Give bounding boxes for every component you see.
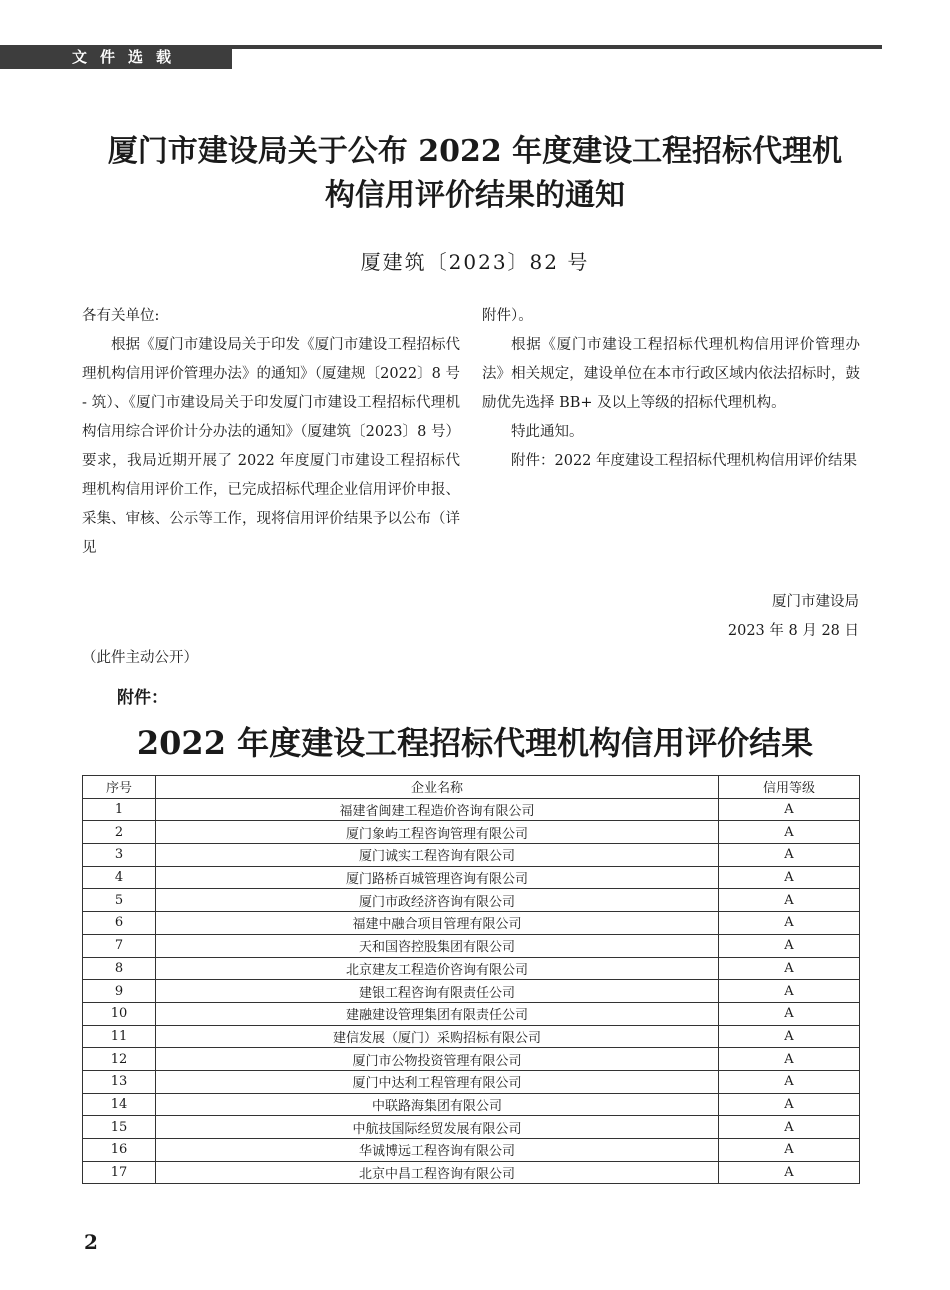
table-row	[83, 844, 860, 867]
header-grade: 信用等级	[719, 776, 860, 799]
page-number: 2	[84, 1230, 98, 1254]
section-header-bar	[0, 45, 232, 69]
index-cell: 11	[83, 1025, 156, 1048]
salutation: 各有关单位:	[82, 308, 160, 324]
index-cell: 13	[83, 1070, 156, 1093]
table-row	[83, 1161, 860, 1184]
index-cell: 2	[83, 821, 156, 844]
document-number: 厦建筑〔2023〕82 号	[360, 250, 590, 274]
body-paragraph-3: 特此通知。	[511, 424, 584, 440]
table-row	[83, 1070, 860, 1093]
grade-cell: A	[719, 1161, 860, 1184]
title-line-2: 构信用评价结果的通知	[325, 178, 625, 213]
table-row	[83, 1048, 860, 1071]
company-cell: 福建中融合项目管理有限公司	[156, 912, 719, 935]
company-cell: 天和国咨控股集团有限公司	[156, 934, 719, 957]
index-cell: 5	[83, 889, 156, 912]
table-row	[83, 1093, 860, 1116]
grade-cell: A	[719, 957, 860, 980]
company-cell: 厦门市公物投资管理有限公司	[156, 1048, 719, 1071]
title-line-1: 厦门市建设局关于公布 2022 年度建设工程招标代理机	[107, 134, 843, 169]
results-table	[82, 775, 860, 1184]
company-cell: 厦门象屿工程咨询管理有限公司	[156, 821, 719, 844]
grade-cell: A	[719, 1116, 860, 1139]
grade-cell: A	[719, 980, 860, 1003]
index-cell: 12	[83, 1048, 156, 1071]
index-cell: 6	[83, 912, 156, 935]
body-left-column	[82, 302, 460, 563]
body-right-column	[482, 302, 860, 476]
index-cell: 16	[83, 1139, 156, 1162]
table-row	[83, 821, 860, 844]
grade-cell: A	[719, 844, 860, 867]
grade-cell: A	[719, 798, 860, 821]
grade-cell: A	[719, 1093, 860, 1116]
grade-cell: A	[719, 934, 860, 957]
company-cell: 福建省闽建工程造价咨询有限公司	[156, 798, 719, 821]
table-row	[83, 934, 860, 957]
index-cell: 10	[83, 1002, 156, 1025]
company-cell: 中航技国际经贸发展有限公司	[156, 1116, 719, 1139]
grade-cell: A	[719, 1070, 860, 1093]
company-cell: 厦门路桥百城管理咨询有限公司	[156, 866, 719, 889]
section-label: 文件选载	[72, 48, 185, 66]
header-rule	[232, 45, 882, 49]
table-row	[83, 1116, 860, 1139]
table-title: 2022 年度建设工程招标代理机构信用评价结果	[136, 724, 814, 762]
index-cell: 8	[83, 957, 156, 980]
index-cell: 3	[83, 844, 156, 867]
table-row	[83, 1002, 860, 1025]
grade-cell: A	[719, 1048, 860, 1071]
body-paragraph-1: 根据《厦门市建设局关于印发《厦门市建设工程招标代理机构信用评价管理办法》的通知》（厦建规〔2022〕8 号 - 筑）、《厦门市建设局关于印发厦门市建设工程招标代理机构信用综合评价计分办法的通知》（厦建筑〔2023〕8 号）要求，我局近期开展了 2022 年度厦门市建设工程招标代理机构信用评价工作，已完成招标代理企业信用评价申报、采集、审核、公示等工作，现将信用评价结果予以公布（详见	[82, 337, 460, 556]
index-cell: 15	[83, 1116, 156, 1139]
company-cell: 厦门市政经济咨询有限公司	[156, 889, 719, 912]
index-cell: 17	[83, 1161, 156, 1184]
grade-cell: A	[719, 1002, 860, 1025]
body-paragraph-2: 根据《厦门市建设工程招标代理机构信用评价管理办法》相关规定，建设单位在本市行政区域内依法招标时，鼓励优先选择 BB+ 及以上等级的招标代理机构。	[482, 337, 860, 411]
table-row	[83, 1139, 860, 1162]
index-cell: 4	[83, 866, 156, 889]
company-cell: 北京中昌工程咨询有限公司	[156, 1161, 719, 1184]
table-row	[83, 798, 860, 821]
index-cell: 14	[83, 1093, 156, 1116]
index-cell: 9	[83, 980, 156, 1003]
table-row	[83, 1025, 860, 1048]
signature-block	[728, 588, 859, 646]
body-paragraph-4: 附件：2022 年度建设工程招标代理机构信用评价结果	[511, 453, 858, 469]
body-paragraph-1-cont: 附件）。	[482, 308, 533, 324]
signature-date: 2023 年 8 月 28 日	[727, 623, 859, 639]
grade-cell: A	[719, 1025, 860, 1048]
document-title	[60, 130, 890, 218]
grade-cell: A	[719, 821, 860, 844]
table-row	[83, 980, 860, 1003]
company-cell: 厦门诚实工程咨询有限公司	[156, 844, 719, 867]
grade-cell: A	[719, 866, 860, 889]
public-note: （此件主动公开）	[82, 650, 198, 666]
company-cell: 厦门中达利工程管理有限公司	[156, 1070, 719, 1093]
table-row	[83, 866, 860, 889]
index-cell: 7	[83, 934, 156, 957]
table-row	[83, 912, 860, 935]
company-cell: 建信发展（厦门）采购招标有限公司	[156, 1025, 719, 1048]
company-cell: 中联路海集团有限公司	[156, 1093, 719, 1116]
grade-cell: A	[719, 1139, 860, 1162]
table-row	[83, 889, 860, 912]
table-row	[83, 957, 860, 980]
table-header-row	[83, 776, 860, 799]
attachment-label: 附件：	[117, 688, 168, 708]
company-cell: 华诚博远工程咨询有限公司	[156, 1139, 719, 1162]
company-cell: 建银工程咨询有限责任公司	[156, 980, 719, 1003]
company-cell: 北京建友工程造价咨询有限公司	[156, 957, 719, 980]
index-cell: 1	[83, 798, 156, 821]
grade-cell: A	[719, 912, 860, 935]
company-cell: 建融建设管理集团有限责任公司	[156, 1002, 719, 1025]
header-index: 序号	[83, 776, 156, 799]
signature-org: 厦门市建设局	[772, 594, 859, 610]
header-company: 企业名称	[156, 776, 719, 799]
grade-cell: A	[719, 889, 860, 912]
